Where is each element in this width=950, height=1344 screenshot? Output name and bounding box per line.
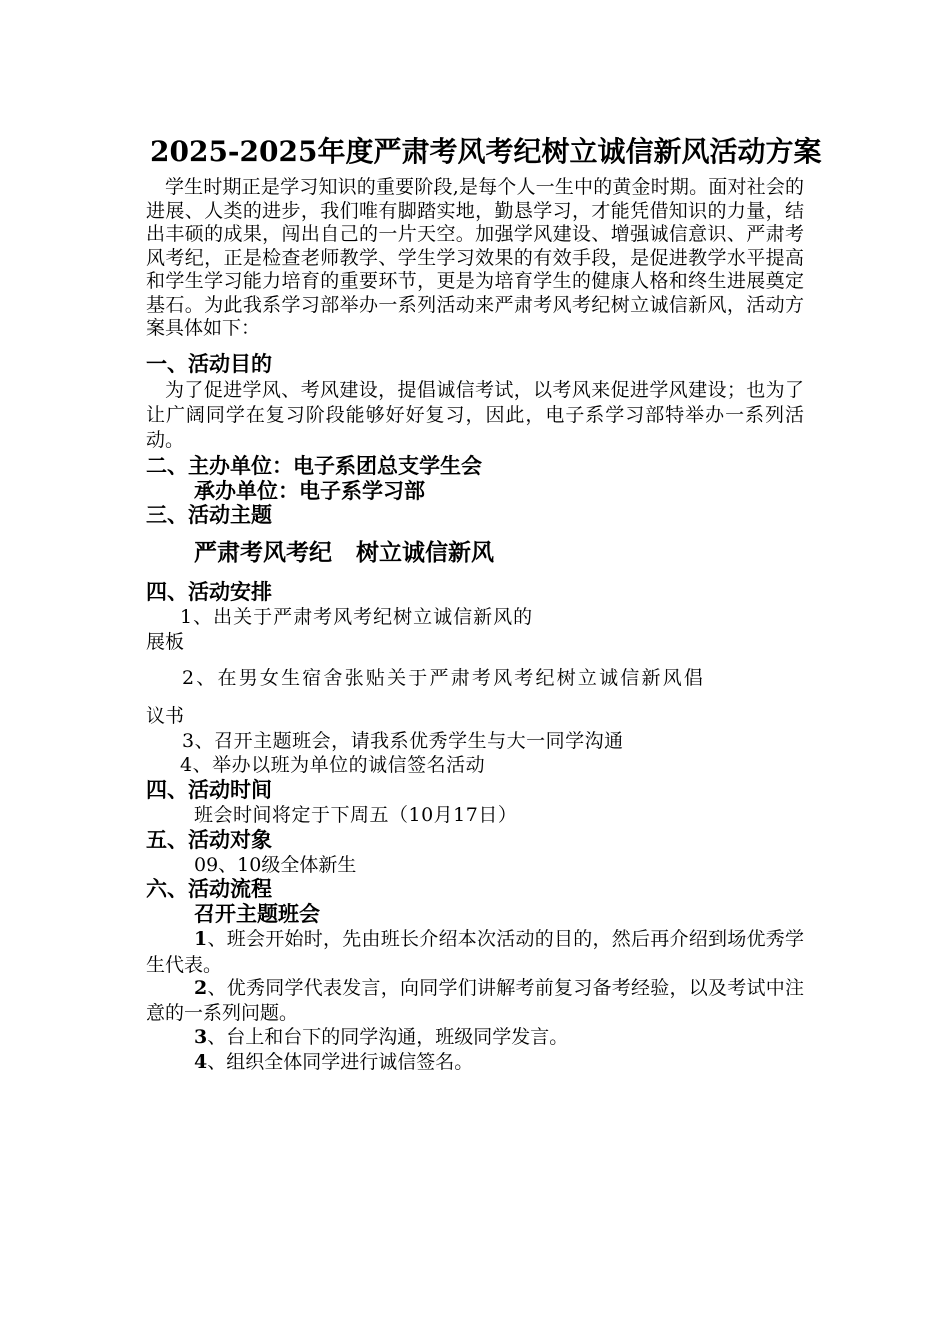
arrangement-item-4: 4、举办以班为单位的诚信签名活动 (180, 754, 486, 776)
process-step-3-number: 3 (194, 1026, 208, 1048)
organizer-line: 二、主办单位：电子系团总支学生会 (146, 453, 482, 478)
process-step-3-text: 、台上和台下的同学沟通，班级同学发言。 (207, 1026, 569, 1048)
process-step-3 (194, 1025, 568, 1049)
arrangement-item-3: 3、召开主题班会，请我系优秀学生与大一同学沟通 (182, 730, 624, 752)
arrangement-item-1-cont: 展板 (146, 631, 185, 653)
process-step-1 (146, 926, 804, 978)
process-step-1-text: 、班会开始时，先由班长介绍本次活动的目的，然后再介绍到场优秀学生代表。 (146, 928, 804, 976)
process-heading: 六、活动流程 (146, 876, 272, 901)
time-text: 班会时间将定于下周五（10月17日） (194, 804, 518, 826)
intro-paragraph: 学生时期正是学习知识的重要阶段,是每个人一生中的黄金时期。面对社会的进展、人类的进步，我们唯有脚踏实地，勤恳学习，才能凭借知识的力量，结出丰硕的成果，闯出自己的一片天空。加强学风建设、增强诚信意识、严肃考风考纪，正是检查老师教学、学生学习效果的有效手段，是促进教学水平提高和学生学习能力培育的重要环节，更是为培育学生的健康人格和终生进展奠定基石。为此我系学习部举办一系列活动来严肃考风考纪树立诚信新风，活动方案具体如下： (146, 176, 804, 339)
target-heading: 五、活动对象 (146, 827, 272, 852)
co-organizer-line: 承办单位：电子系学习部 (194, 478, 425, 503)
arrangement-item-2-cont: 议书 (146, 705, 185, 727)
process-step-2-text: 、优秀同学代表发言，向同学们讲解考前复习备考经验，以及考试中注意的一系列问题。 (146, 977, 804, 1024)
process-subheading: 召开主题班会 (194, 901, 320, 926)
target-text: 09、10级全体新生 (194, 854, 357, 876)
process-step-2 (146, 976, 804, 1026)
time-heading: 四、活动时间 (146, 777, 272, 802)
theme-text: 严肃考风考纪 树立诚信新风 (194, 539, 495, 566)
process-step-2-number: 2 (194, 977, 208, 999)
process-step-4-text: 、组织全体同学进行诚信签名。 (207, 1051, 474, 1073)
theme-heading: 三、活动主题 (146, 502, 272, 527)
arrangement-heading: 四、活动安排 (146, 579, 272, 604)
process-step-4-number: 4 (194, 1051, 208, 1073)
arrangement-item-1: 1、出关于严肃考风考纪树立诚信新风的 (180, 606, 534, 628)
document-title: 2025-2025年度严肃考风考纪树立诚信新风活动方案 (150, 135, 822, 168)
arrangement-item-2: 2、在男女生宿舍张贴关于严肃考风考纪树立诚信新风倡 (182, 667, 706, 689)
purpose-paragraph: 为了促进学风、考风建设，提倡诚信考试，以考风来促进学风建设；也为了让广阔同学在复习阶段能够好好复习，因此，电子系学习部特举办一系列活动。 (146, 379, 804, 451)
purpose-heading: 一、活动目的 (146, 351, 272, 376)
process-step-1-number: 1 (194, 928, 208, 950)
process-step-4 (194, 1050, 473, 1074)
